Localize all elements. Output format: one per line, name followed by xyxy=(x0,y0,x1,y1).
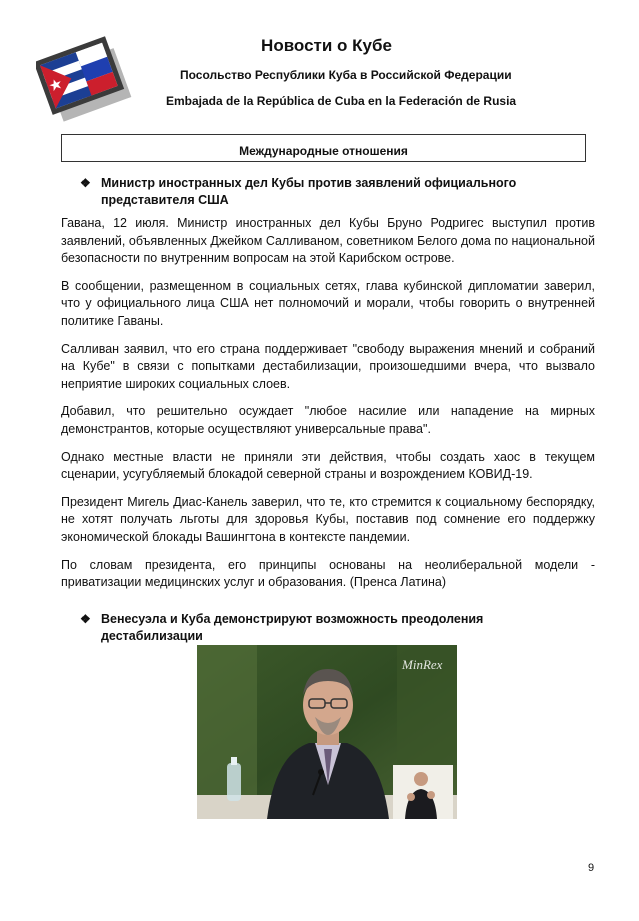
minrex-watermark: MinRex xyxy=(402,657,443,672)
paragraph: Салливан заявил, что его страна поддерживает "свободу выражения мнений и собраний на Кубе" в связи с попытками дестабилизации, произошедшими вчера, что вызвало неприятие широких социальных слоев. xyxy=(61,341,595,391)
headline-text: Венесуэла и Куба демонстрируют возможность преодоления дестабилизации xyxy=(101,612,484,643)
paragraph: Однако местные власти не приняли эти действия, чтобы создать хаос в текущем сценарии, усугубляемый блокадой северной страны и возрождением КОВИД-19. xyxy=(61,449,595,482)
paragraph: Президент Мигель Диас-Канель заверил, что те, кто стремится к социальному беспорядку, не хотят получать льготы для здоровья Кубы, поставив под сомнение его поддержку экономической блокады Вашингтона в контексте пандемии. xyxy=(61,494,595,544)
section-header xyxy=(61,134,586,162)
headline-text: Министр иностранных дел Кубы против заявлений официального представителя США xyxy=(101,176,517,207)
article-headline xyxy=(80,611,540,645)
article-body xyxy=(61,215,595,602)
page-title: Новости о Кубе xyxy=(261,36,392,55)
bullet-icon: ❖ xyxy=(80,612,91,626)
embassy-name-ru: Посольство Республики Куба в Российской Федерации xyxy=(180,68,512,82)
section-title: Международные отношения xyxy=(239,144,408,158)
page-number: 9 xyxy=(588,862,595,874)
paragraph: В сообщении, размещенном в социальных сетях, глава кубинской дипломатии заверил, что у официального лица США нет полномочий и морали, чтобы говорить о внутренней политике Гаваны. xyxy=(61,278,595,328)
paragraph: По словам президента, его принципы основаны на неолиберальной модели - приватизации медицинских услуг и образования. (Пренса Латина) xyxy=(61,557,595,590)
paragraph: Добавил, что решительно осуждает "любое насилие или нападение на мирных демонстрантов, которые осуществляют универсальные права". xyxy=(61,404,595,436)
press-conference-photo xyxy=(197,645,457,819)
bullet-icon: ❖ xyxy=(80,176,91,190)
embassy-name-es: Embajada de la República de Cuba en la Federación de Rusia xyxy=(166,94,517,108)
paragraph: Гавана, 12 июля. Министр иностранных дел Кубы Бруно Родригес выступил против заявлений, объявленных Джейком Салливаном, советником Белого дома по национальной безопасности по внутренним вопросам на этой Карибском острове. xyxy=(61,216,595,266)
article-headline xyxy=(80,175,540,209)
